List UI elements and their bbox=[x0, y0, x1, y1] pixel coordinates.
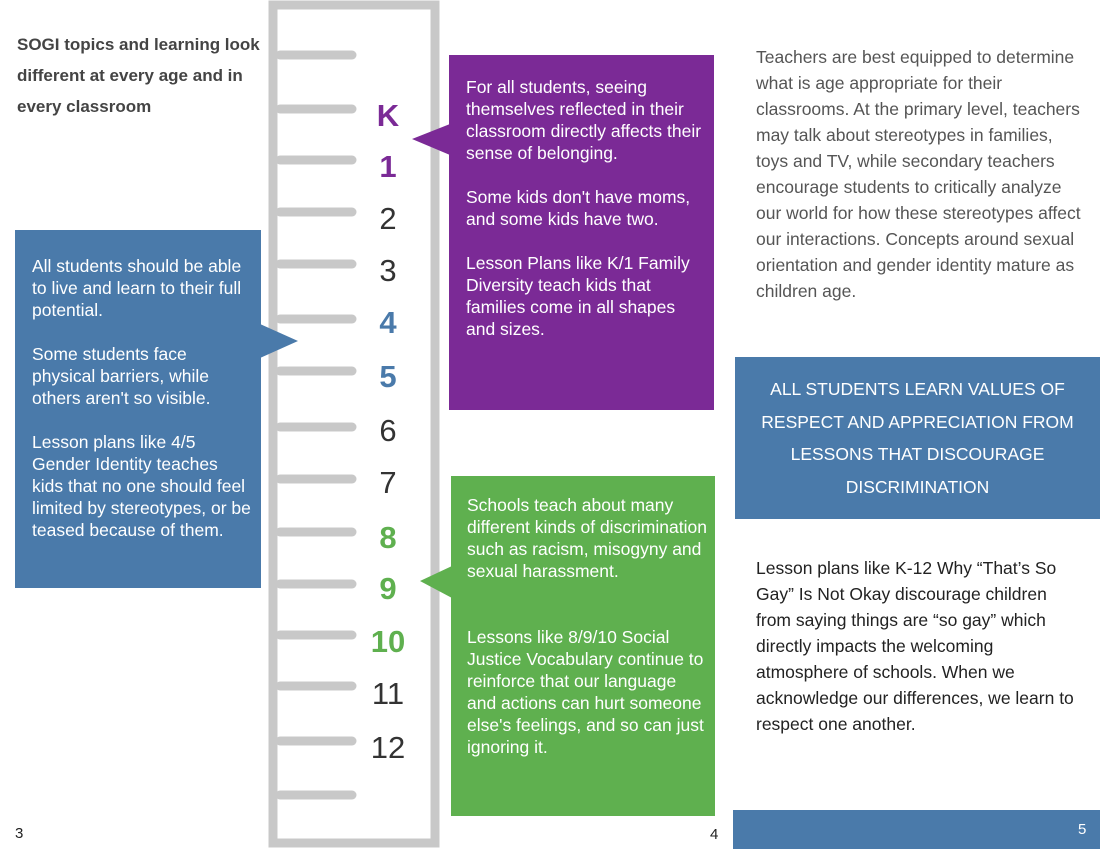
grade-label: 4 bbox=[379, 305, 397, 340]
blue-pointer bbox=[260, 324, 298, 358]
purple-box-text-3: Lesson Plans like K/1 Family Diversity teach kids that families come in all shapes and sizes. bbox=[466, 253, 690, 339]
green-box-text-2: Lessons like 8/9/10 Social Justice Vocabulary continue to reinforce that our language and actions can hurt someone else's feelings, and so can just ignoring it. bbox=[467, 627, 704, 757]
page-number-left: 3 bbox=[15, 825, 24, 842]
grade-label: 8 bbox=[379, 520, 397, 555]
values-banner bbox=[735, 357, 1100, 519]
grade-label: 1 bbox=[379, 149, 397, 184]
grades-k-1-box bbox=[449, 55, 714, 410]
page-number-right: 5 bbox=[1078, 821, 1087, 838]
grade-label: K bbox=[376, 98, 400, 133]
grade-label: 10 bbox=[370, 624, 406, 659]
blue-box-text-3: Lesson plans like 4/5 Gender Identity teaches kids that no one should feel limited by stereotypes, or be teased because of them. bbox=[32, 432, 251, 540]
grade-label: 2 bbox=[379, 201, 397, 236]
grade-label: 3 bbox=[379, 253, 397, 288]
page-number-middle: 4 bbox=[710, 826, 719, 843]
page-title: SOGI topics and learning look different at every age and in every classroom bbox=[17, 35, 260, 116]
blue-box-text-2: Some students face physical barriers, while others aren't so visible. bbox=[32, 344, 211, 408]
intro-paragraph: Teachers are best equipped to determine what is age appropriate for their classrooms. At the primary level, teachers may talk about stereotypes in families, toys and TV, while secondary teachers encourage students to critically analyze our world for how these stereotypes affect our interactions. Concepts around sexual orientation and gender identity mature as children age. bbox=[756, 47, 1081, 301]
ruler-ticks bbox=[280, 55, 352, 795]
grades-8-10-box bbox=[451, 476, 715, 816]
footer-bar bbox=[733, 810, 1100, 849]
grade-label: 7 bbox=[379, 465, 397, 500]
grade-label: 5 bbox=[379, 359, 397, 394]
green-box-text-1: Schools teach about many different kinds of discrimination such as racism, misogyny and sexual harassment. bbox=[467, 495, 707, 581]
purple-box-text-2: Some kids don't have moms, and some kids have two. bbox=[466, 187, 691, 229]
grade-label: 12 bbox=[370, 730, 406, 765]
grade-label: 11 bbox=[371, 676, 405, 711]
values-banner-text: ALL STUDENTS LEARN VALUES OF RESPECT AND APPRECIATION FROM LESSONS THAT DISCOURAGE DISCRIMINATION bbox=[761, 379, 1074, 497]
grade-label: 9 bbox=[379, 571, 397, 606]
blue-box-text-1: All students should be able to live and learn to their full potential. bbox=[32, 256, 242, 320]
grade-label: 6 bbox=[379, 413, 397, 448]
grades-4-5-box bbox=[15, 230, 261, 588]
purple-box-text-1: For all students, seeing themselves reflected in their classroom directly affects their sense of belonging. bbox=[466, 77, 702, 163]
lesson-paragraph: Lesson plans like K-12 Why “That’s So Gay” Is Not Okay discourage children from saying things are “so gay” which directly impacts the welcoming atmosphere of schools. When we acknowledge our differences, we learn to respect one another. bbox=[756, 558, 1074, 734]
